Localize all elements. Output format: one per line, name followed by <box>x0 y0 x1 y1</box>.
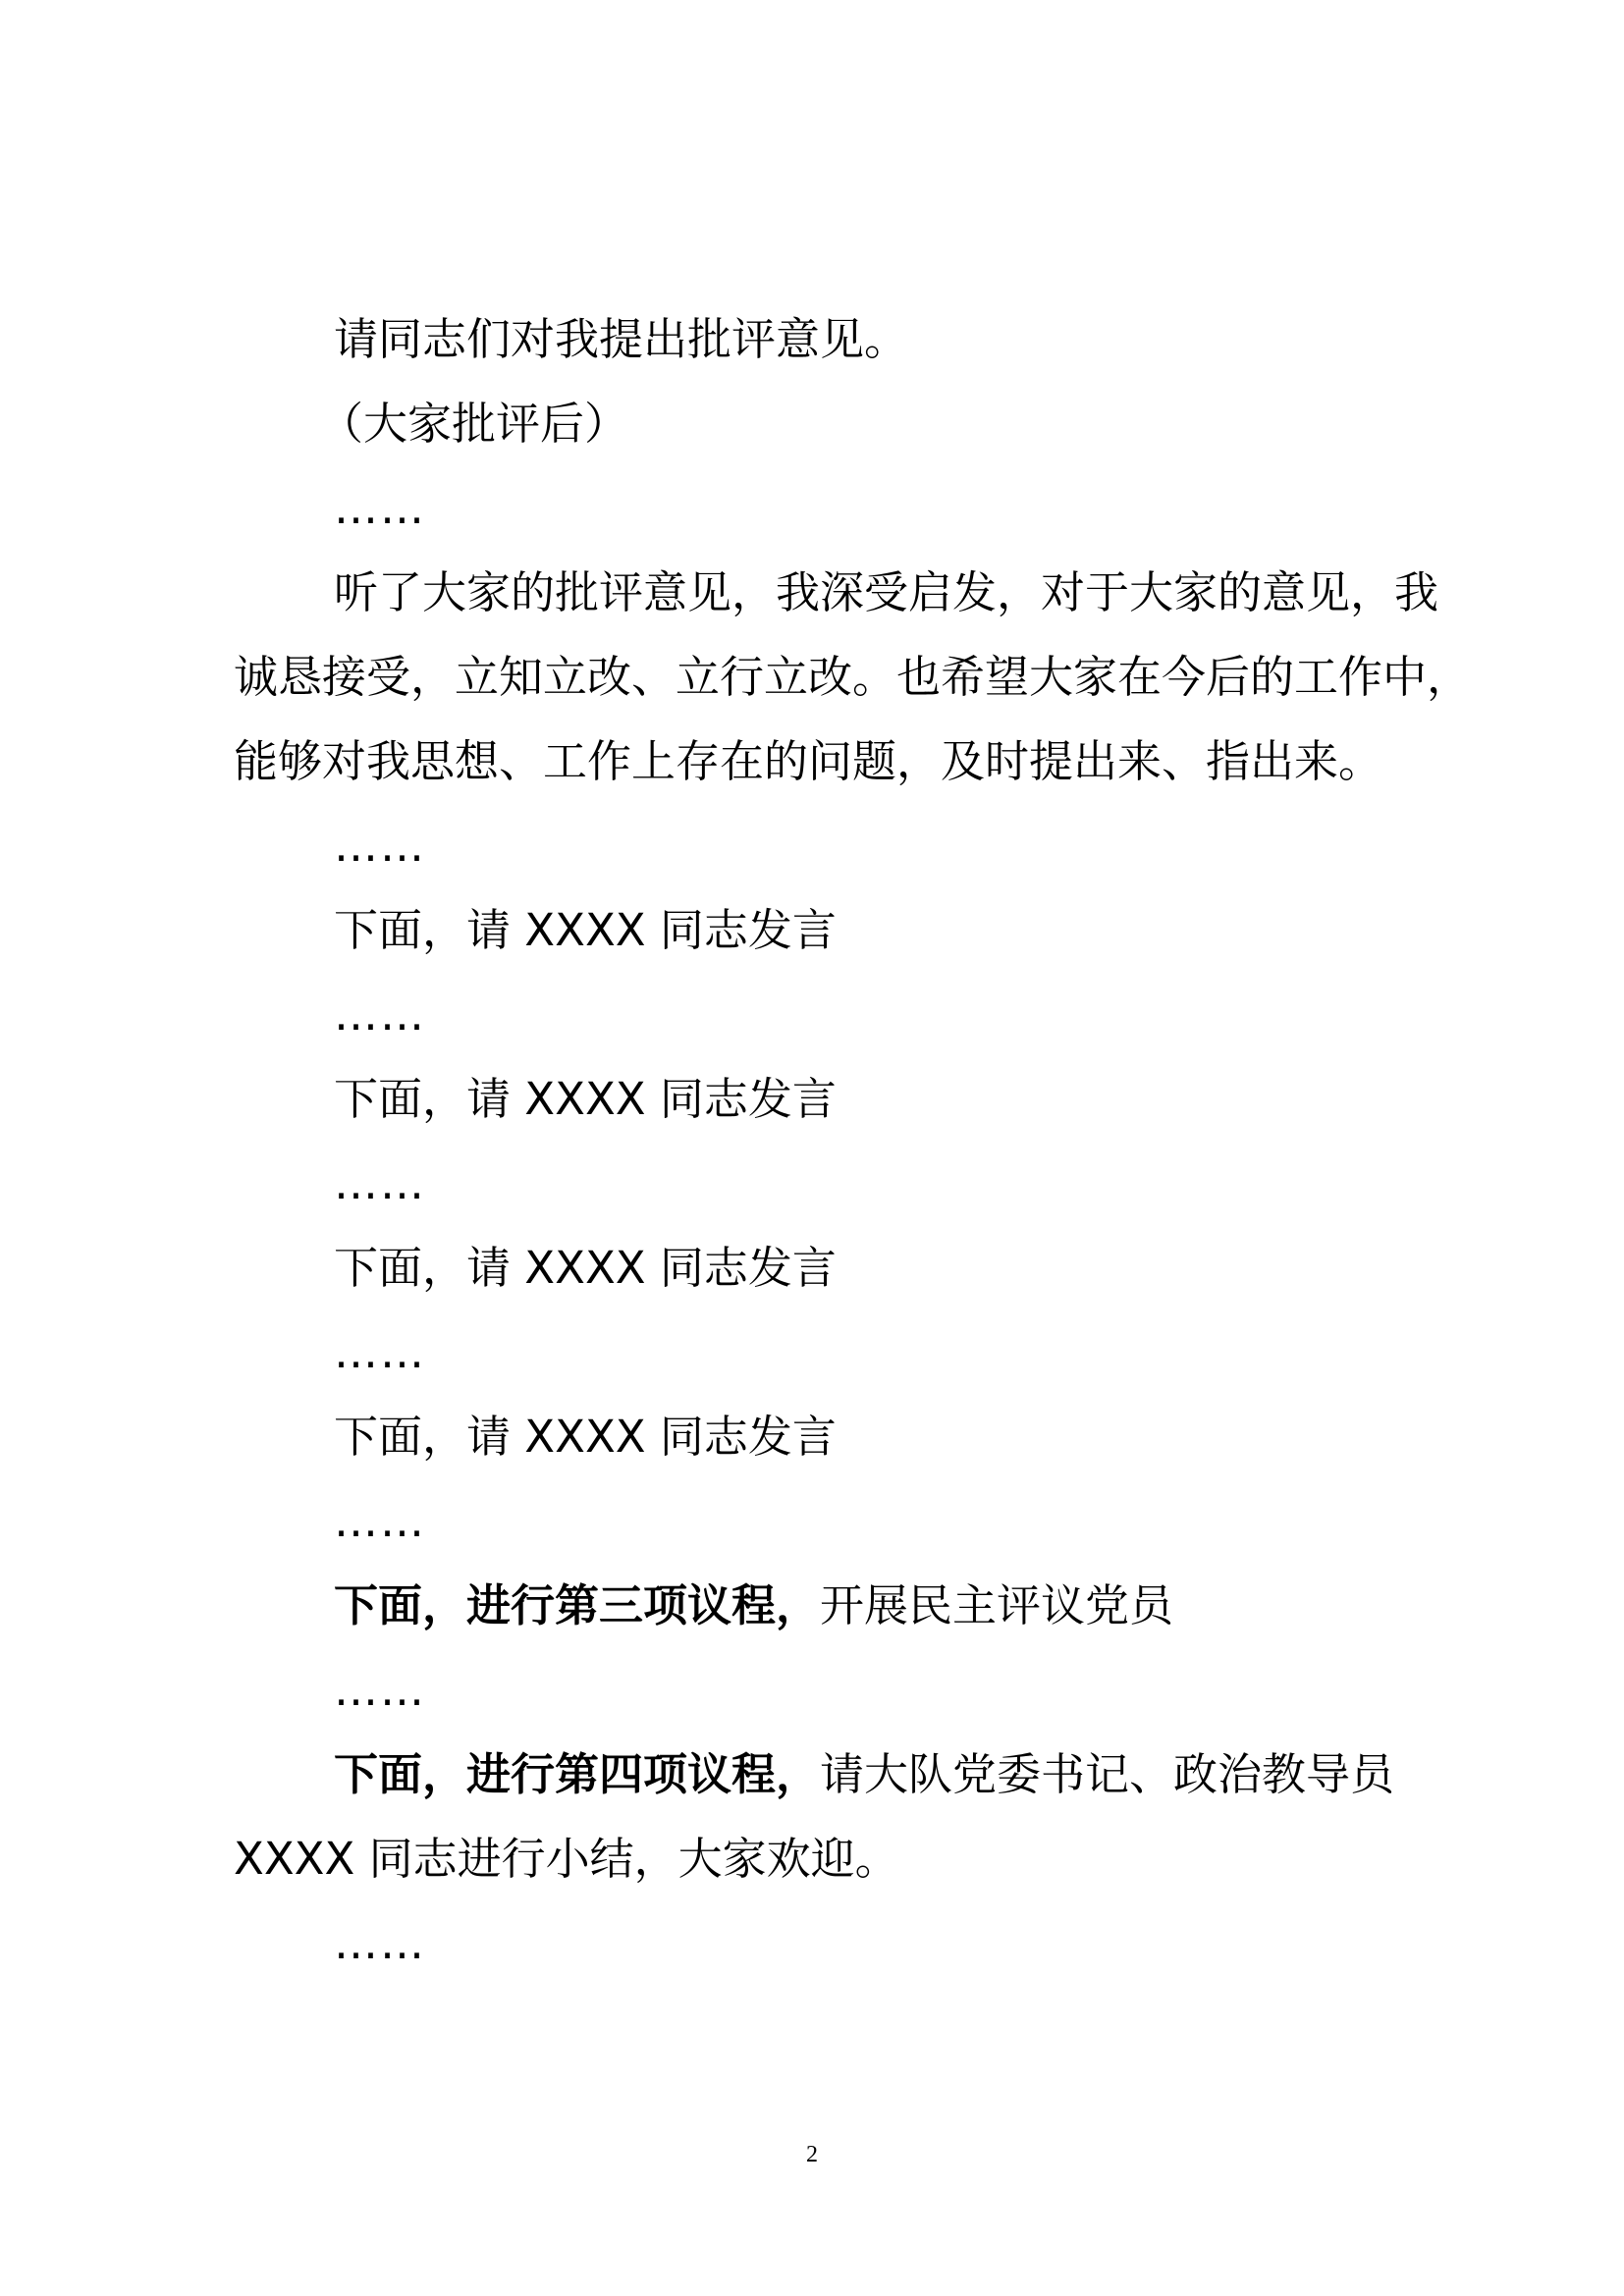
speech-invite-4: 下面，请 XXXX 同志发言 <box>334 1411 837 1463</box>
agenda-item-3-text: 开展民主评议党员 <box>820 1579 1174 1631</box>
page-number: 2 <box>806 2142 818 2167</box>
speech-invite-1: 下面，请 XXXX 同志发言 <box>334 904 837 956</box>
ellipsis-3: …… <box>334 988 426 1041</box>
agenda-item-4-line-1 <box>334 1745 1394 1804</box>
ellipsis-6: …… <box>334 1495 426 1547</box>
ellipsis-7: …… <box>334 1664 426 1716</box>
ellipsis-1: …… <box>334 482 426 534</box>
agenda-item-4-text: 请大队党委书记、政治教导员 <box>820 1748 1395 1800</box>
ellipsis-5: …… <box>334 1326 426 1378</box>
agenda-item-3-heading: 下面，进行第三项议程， <box>334 1579 821 1631</box>
ellipsis-4: …… <box>334 1157 426 1209</box>
paragraph-response-line-1: 听了大家的批评意见，我深受启发，对于大家的意见，我 <box>334 566 1439 618</box>
agenda-item-3 <box>334 1576 1173 1635</box>
ellipsis-2: …… <box>334 820 426 872</box>
speech-invite-2: 下面，请 XXXX 同志发言 <box>334 1073 837 1125</box>
paragraph-after-criticism: （大家批评后） <box>319 398 629 450</box>
ellipsis-8: …… <box>334 1917 426 1969</box>
paragraph-response-line-2: 诚恳接受，立知立改、立行立改。也希望大家在今后的工作中， <box>234 651 1472 703</box>
paragraph-request-criticism: 请同志们对我提出批评意见。 <box>334 313 909 365</box>
agenda-item-4-heading: 下面，进行第四项议程， <box>334 1748 821 1800</box>
paragraph-response-line-3: 能够对我思想、工作上存在的问题，及时提出来、指出来。 <box>234 735 1383 787</box>
agenda-item-4-line-2: XXXX 同志进行小结，大家欢迎。 <box>234 1833 899 1885</box>
speech-invite-3: 下面，请 XXXX 同志发言 <box>334 1242 837 1294</box>
